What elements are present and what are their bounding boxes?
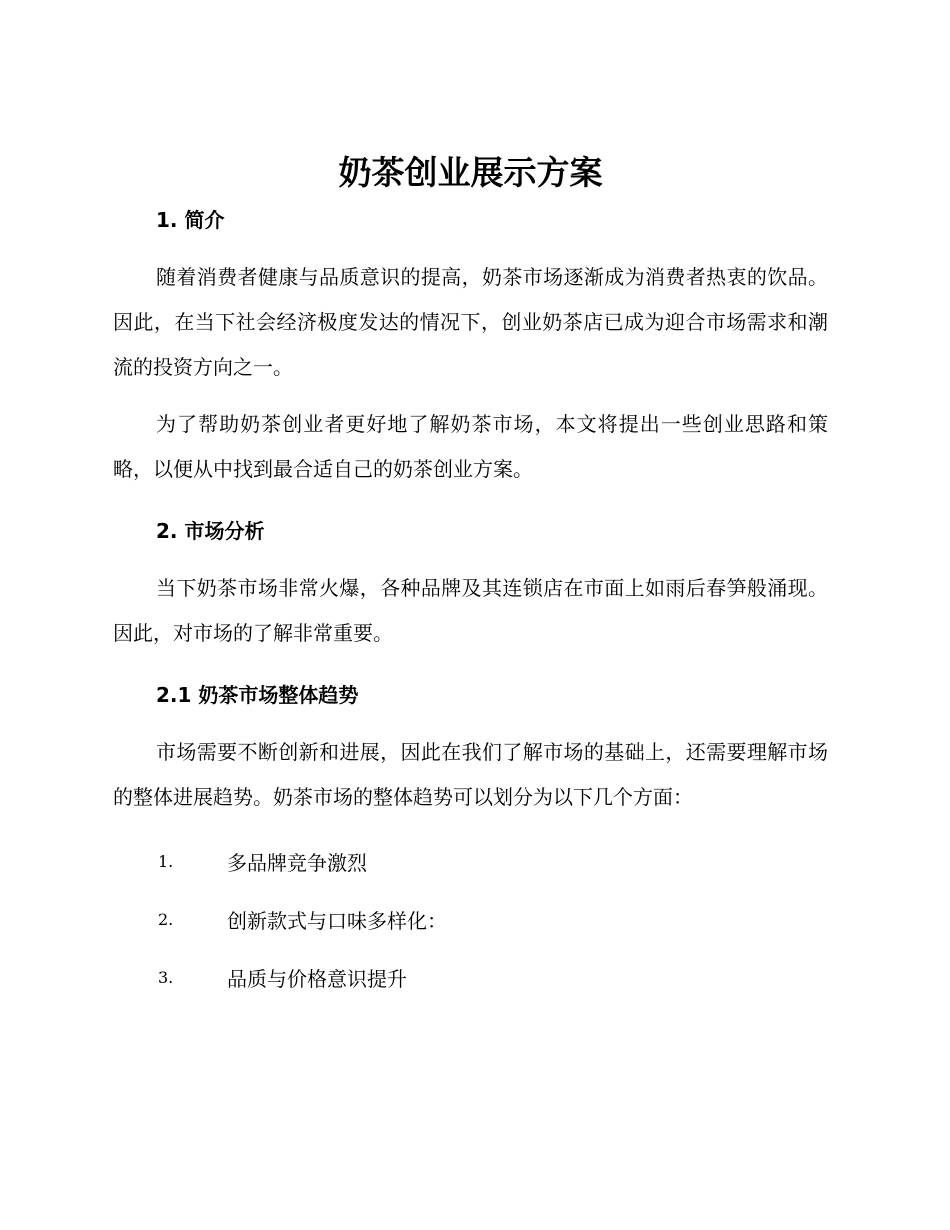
market-analysis-paragraph: 当下奶茶市场非常火爆，各种品牌及其连锁店在市面上如雨后春笋般涌现。因此，对市场的了解非常重要。 — [113, 576, 828, 645]
section-heading-intro: 1. 简介 — [156, 208, 225, 232]
list-item-text: 多品牌竞争激烈 — [227, 850, 367, 875]
section-heading-market-analysis: 2. 市场分析 — [156, 519, 265, 543]
market-trend-paragraph: 市场需要不断创新和进展，因此在我们了解市场的基础上，还需要理解市场的整体进展趋势。奶茶市场的整体趋势可以划分为以下几个方面： — [113, 740, 828, 809]
list-item-number: 3. — [158, 967, 174, 987]
list-item — [113, 890, 828, 948]
intro-paragraph-1: 随着消费者健康与品质意识的提高，奶茶市场逐渐成为消费者热衷的饮品。因此，在当下社会经济极度发达的情况下，创业奶茶店已成为迎合市场需求和潮流的投资方向之一。 — [113, 265, 828, 379]
list-item-text: 品质与价格意识提升 — [227, 966, 407, 991]
document-title: 奶茶创业展示方案 — [338, 153, 603, 192]
list-item-number: 1. — [158, 851, 174, 871]
list-item-number: 2. — [158, 909, 174, 929]
section-heading-market-trend: 2.1 奶茶市场整体趋势 — [156, 683, 359, 707]
trend-list — [113, 832, 828, 1006]
list-item — [113, 832, 828, 890]
list-item-text: 创新款式与口味多样化： — [227, 908, 447, 933]
intro-paragraph-2: 为了帮助奶茶创业者更好地了解奶茶市场，本文将提出一些创业思路和策略，以便从中找到最合适自己的奶茶创业方案。 — [113, 412, 828, 481]
list-item — [113, 948, 828, 1006]
